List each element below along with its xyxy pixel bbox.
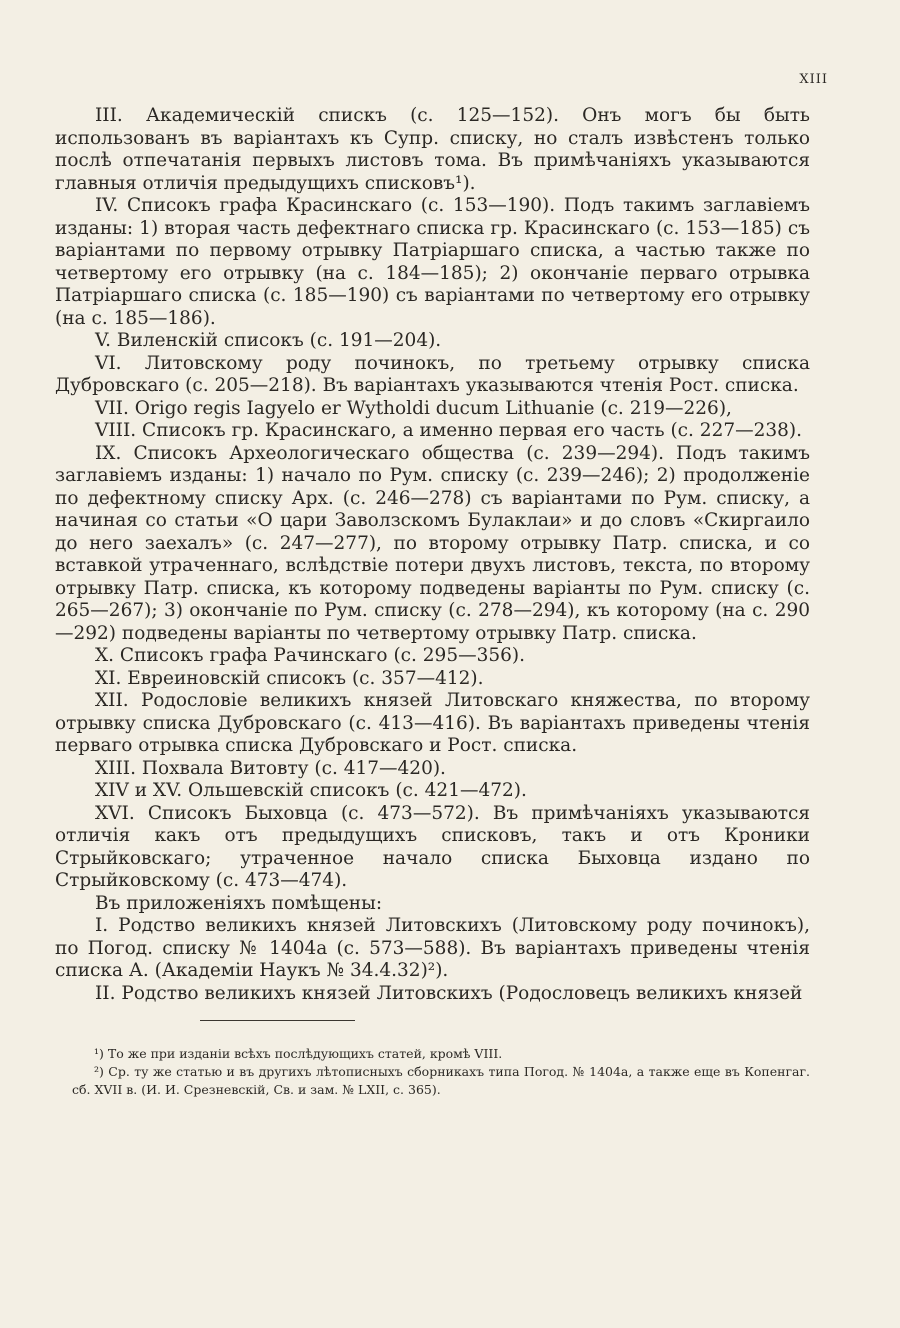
paragraph-xvi: XVI. Списокъ Быховца (с. 473—572). Въ примѣчаніяхъ указываются отличія какъ отъ предыдущихъ списковъ, такъ и отъ Кроники Стрыйковскаго; утраченное начало списка Быховца издано по Стрыйковскому (с. 473—474). xyxy=(55,802,810,891)
paragraph-v: V. Виленскій списокъ (с. 191—204). xyxy=(95,330,442,351)
footnotes xyxy=(72,1045,810,1099)
paragraph-xiv-xv: XIV и XV. Ольшевскій списокъ (с. 421—472). xyxy=(95,780,527,801)
paragraph-x: X. Списокъ графа Рачинскаго (с. 295—356). xyxy=(95,645,526,666)
paragraph-xiii: XIII. Похвала Витовту (с. 417—420). xyxy=(95,757,446,779)
footnote-divider xyxy=(200,1020,355,1021)
footnote-1: ¹) То же при изданіи всѣхъ послѣдующихъ статей, кромѣ VIII. xyxy=(94,1046,503,1061)
paragraph-viii: VIII. Списокъ гр. Красинскаго, а именно первая его часть (с. 227—238). xyxy=(95,420,803,441)
page-number: XIII xyxy=(799,72,828,87)
paragraph-appendix-ii: II. Родство великихъ князей Литовскихъ (Родословецъ великихъ князей xyxy=(95,982,803,1004)
paragraph-xii: XII. Родословіе великихъ князей Литовскаго княжества, по второму отрывку списка Дубровскаго (с. 413—416). Въ варіантахъ приведены чтенія перваго отрывка списка Дубровскаго и Рост. списка. xyxy=(55,690,810,756)
paragraph-appendix-i: I. Родство великихъ князей Литовскихъ (Литовскому роду починокъ), по Погод. списку № 1404а (с. 573—588). Въ варіантахъ приведены чтенія списка А. (Академіи Наукъ № 34.4.32)²). xyxy=(55,915,810,981)
paragraph-vi: VI. Литовскому роду починокъ, по третьему отрывку списка Дубровскаго (с. 205—218). Въ варіантахъ указываются чтенія Рост. списка. xyxy=(55,352,810,396)
paragraph-appendix-intro: Въ приложеніяхъ помѣщены: xyxy=(95,892,383,914)
paragraph-iii: III. Академическій спискъ (с. 125—152). Онъ могъ бы быть использованъ въ варіантахъ къ Супр. списку, но сталъ извѣстенъ только послѣ отпечатанія первыхъ листовъ тома. Въ примѣчаніяхъ указываются главныя отличія предыдущихъ списковъ¹). xyxy=(55,105,810,194)
paragraph-ix: IX. Списокъ Археологическаго общества (с. 239—294). Подъ такимъ заглавіемъ изданы: 1) начало по Рум. списку (с. 239—246); 2) продолженіе по дефектному списку Арх. (с. 246—278) съ варіантами по Рум. списку, а начиная со статьи «О цари Заволзскомъ Булаклаи» и до словъ «Скиргаило до него заехалъ» (с. 247—277), по второму отрывку Патр. списка, и со вставкой утраченнаго, вслѣдствіе потери двухъ листовъ, текста, по второму отрывку Патр. списка, къ которому подведены варіанты по Рум. списку (с. 265—267); 3) окончаніе по Рум. списку (с. 278—294), къ которому (на с. 290—292) подведены варіанты по четвертому отрывку Патр. списка. xyxy=(55,442,810,644)
paragraph-xi: XI. Евреиновскій списокъ (с. 357—412). xyxy=(95,667,484,689)
paragraph-vii: VII. Origo regis Iagyelo er Wytholdi ducum Lithuanie (с. 219—226), xyxy=(95,397,732,419)
paragraph-iv: IV. Списокъ графа Красинскаго (с. 153—190). Подъ такимъ заглавіемъ изданы: 1) вторая часть дефектнаго списка гр. Красинскаго (с. 153—185) съ варіантами по первому отрывку Патріаршаго списка, а частью также по четвертому его отрывку (на с. 184—185); 2) окончаніе перваго отрывка Патріаршаго списка (с. 185—190) съ варіантами по четвертому его отрывку (на с. 185—186). xyxy=(55,195,810,329)
footnote-2: ²) Ср. ту же статью и въ другихъ лѣтописныхъ сборникахъ типа Погод. № 1404а, а также еще въ Копенгаг. сб. XVII в. (И. И. Срезневскій, Св. и зам. № LXII, с. 365). xyxy=(72,1064,810,1097)
body-text xyxy=(55,105,810,1005)
